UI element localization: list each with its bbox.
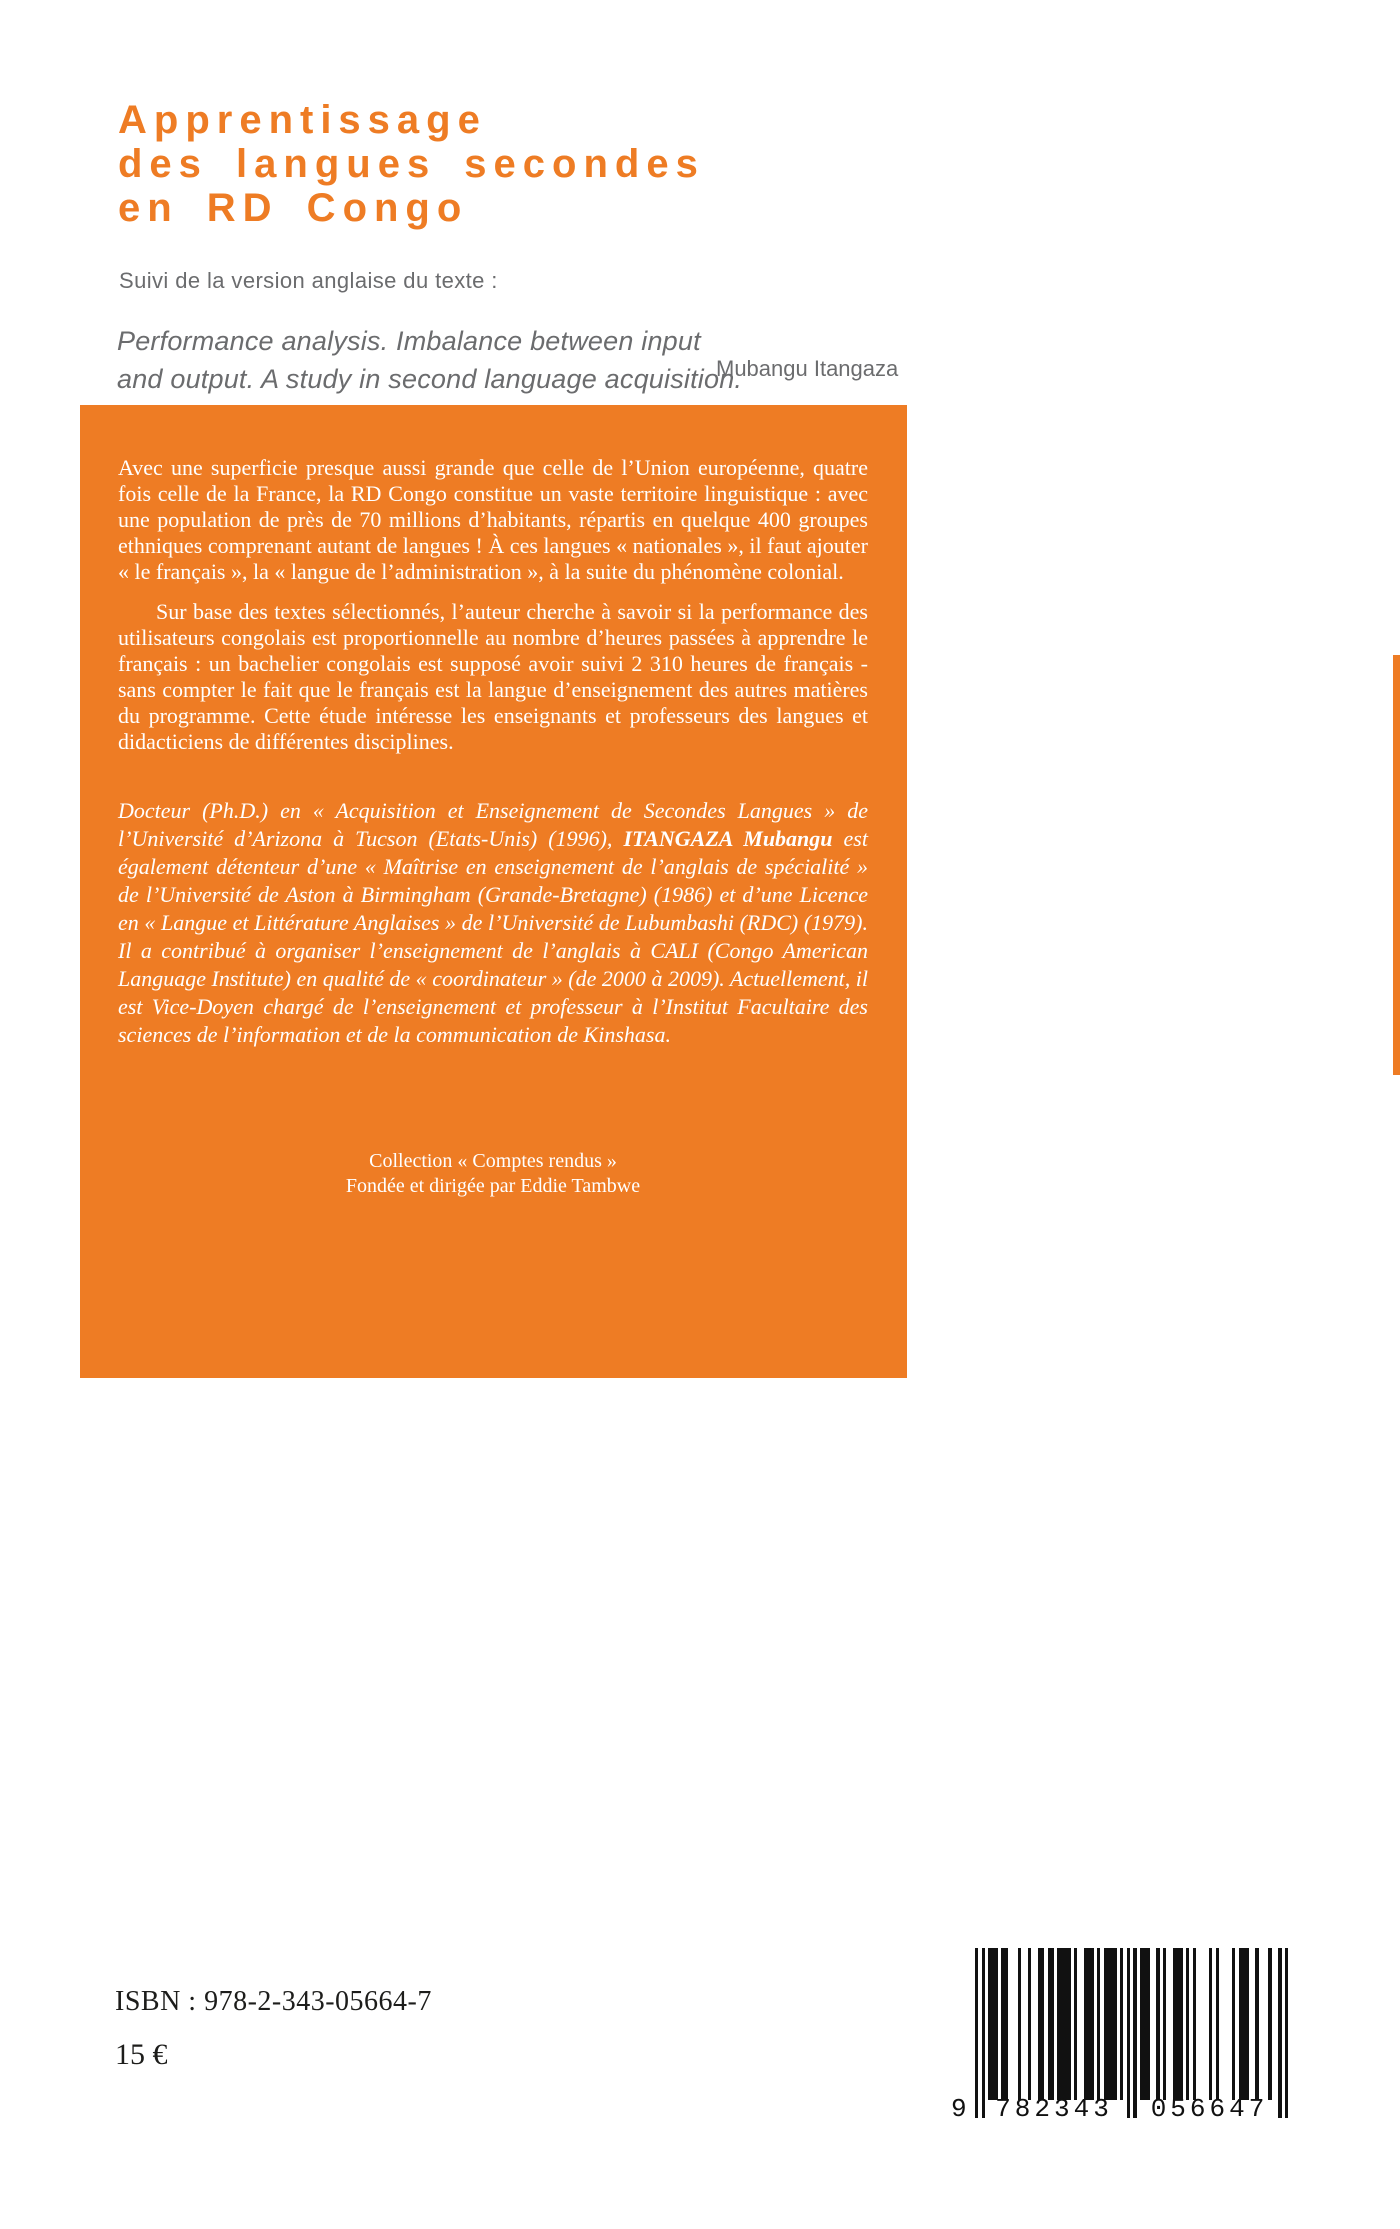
book-title-line-3: en RD Congo (118, 186, 469, 230)
book-title (118, 98, 705, 230)
collection-line-1: Collection « Comptes rendus » (369, 1150, 617, 1172)
english-title-line-2: and output. A study in second language acquisition. (117, 364, 743, 394)
blurb-paragraph-2: Sur base des textes sélectionnés, l’auteur cherche à savoir si la performance des utilisateurs congolais est proportionnelle au nombre d’heures passées à apprendre le français : un bachelier congolais est supposé avoir suivi 2 310 heures de français - sans compter le fait que le français est la langue d’enseignement des autres matières du programme. Cette étude intéresse les enseignants et professeurs des langues et didacticiens de différentes disciplines. (118, 599, 868, 754)
english-title (117, 322, 742, 398)
author-bio-name: ITANGAZA Mubangu (623, 826, 833, 851)
author-bio-pre: Docteur (Ph.D.) en « Acquisition et Enseignement de Secondes Langues » de l’Université d’Arizona à Tucson (Etats-Unis) (1996), (118, 798, 868, 851)
blurb-paragraph-1: Avec une superficie presque aussi grande que celle de l’Union européenne, quatre fois celle de la France, la RD Congo constitue un vaste territoire linguistique : avec une population de près de 70 millions d’habitants, répartis en quelque 400 groupes ethniques comprenant autant de langues ! À ces langues « nationales », il faut ajouter « le français », la « langue de l’administration », à la suite du phénomène colonial. (118, 455, 868, 584)
price-text: 15 € (115, 2038, 168, 2071)
ean13-barcode (951, 1948, 1300, 2138)
book-title-line-1: Apprentissage (118, 98, 487, 142)
book-title-line-2: des langues secondes (118, 142, 705, 186)
barcode-digit-group-2: 056647 (1150, 2094, 1269, 2124)
collection-line-2: Fondée et dirigée par Eddie Tambwe (345, 1175, 641, 1197)
english-title-line-1: Performance analysis. Imbalance between input (117, 326, 701, 356)
collection-note (118, 1149, 868, 1199)
blurb-panel (80, 405, 907, 1378)
subtitle-note: Suivi de la version anglaise du texte : (119, 268, 498, 293)
barcode-lead-digit: 9 (951, 2094, 967, 2124)
spine-edge-strip (1393, 655, 1400, 1075)
author-bio (118, 797, 868, 1049)
barcode-bars (975, 1948, 1288, 2118)
barcode-digit-group-1: 782343 (995, 2094, 1113, 2124)
author-name: Mubangu Itangaza (716, 356, 899, 381)
isbn-text: ISBN : 978-2-343-05664-7 (115, 1986, 432, 2017)
author-bio-post: est également détenteur d’une « Maîtrise en enseignement de l’anglais de spécialité » de l’Université de Aston à Birmingham (Grande-Bretagne) (1986) et d’une Licence en « Langue et Littérature Anglaises » de l’Université de Lubumbashi (RDC) (1979). Il a contribué à organiser l’enseignement de l’anglais à CALI (Congo American Language Institute) en qualité de « coordinateur » (de 2000 à 2009). Actuellement, il est Vice-Doyen chargé de l’enseignement et professeur à l’Institut Facultaire des sciences de l’information et de la communication de Kinshasa. (118, 826, 868, 1047)
